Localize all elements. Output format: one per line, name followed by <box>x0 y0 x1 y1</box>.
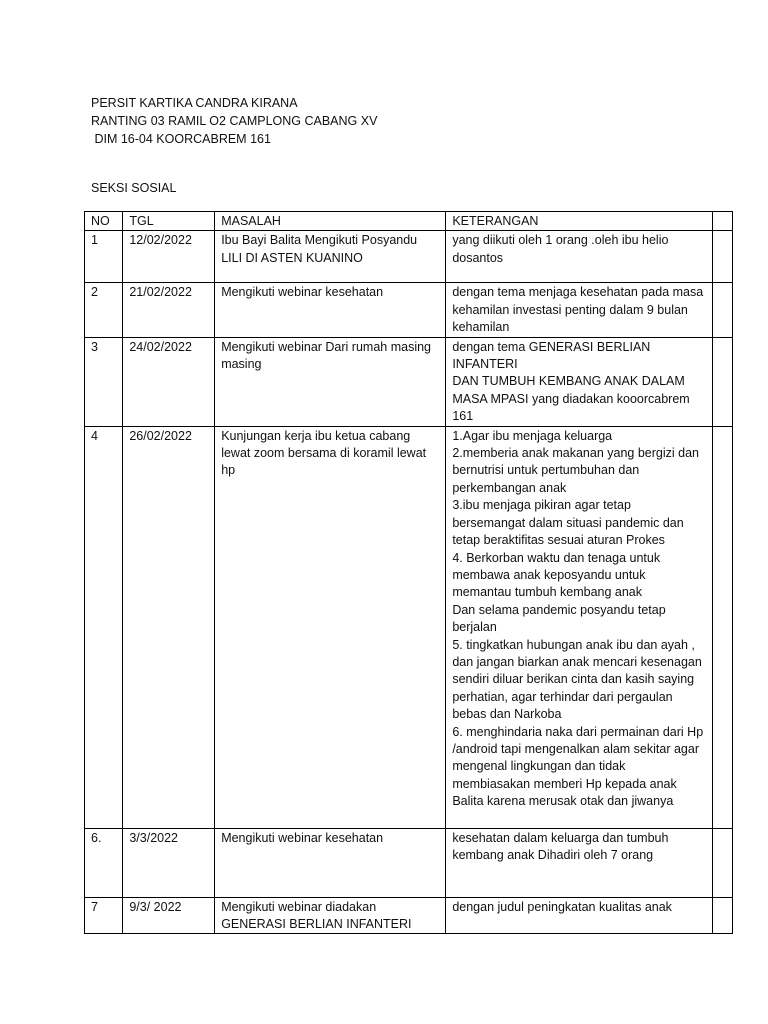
column-header-no: NO <box>85 212 123 231</box>
cell-masalah: Mengikuti webinar diadakan GENERASI BERLIAN INFANTERI <box>215 897 446 934</box>
cell-no: 1 <box>85 231 123 283</box>
cell-keterangan: kesehatan dalam keluarga dan tumbuh kembang anak Dihadiri oleh 7 orang <box>446 828 712 897</box>
table-header-row <box>85 212 733 231</box>
cell-tgl: 9/3/ 2022 <box>123 897 215 934</box>
column-header-masalah: MASALAH <box>215 212 446 231</box>
cell-masalah: Mengikuti webinar Dari rumah masing masing <box>215 337 446 426</box>
column-header-empty <box>712 212 732 231</box>
table-row <box>85 426 733 828</box>
column-header-keterangan: KETERANGAN <box>446 212 712 231</box>
cell-empty <box>712 231 732 283</box>
table-row <box>85 897 733 934</box>
cell-masalah: Ibu Bayi Balita Mengikuti Posyandu LILI DI ASTEN KUANINO <box>215 231 446 283</box>
document-header <box>91 94 377 148</box>
cell-masalah: Kunjungan kerja ibu ketua cabang lewat zoom bersama di koramil lewat hp <box>215 426 446 828</box>
cell-no: 3 <box>85 337 123 426</box>
cell-empty <box>712 426 732 828</box>
header-line-district: DIM 16-04 KOORCABREM 161 <box>91 132 271 146</box>
header-line-branch: RANTING 03 RAMIL O2 CAMPLONG CABANG XV <box>91 114 378 128</box>
table-row <box>85 828 733 897</box>
activity-table <box>84 211 733 934</box>
cell-masalah: Mengikuti webinar kesehatan <box>215 828 446 897</box>
cell-no: 6. <box>85 828 123 897</box>
cell-tgl: 21/02/2022 <box>123 283 215 337</box>
cell-no: 2 <box>85 283 123 337</box>
cell-no: 7 <box>85 897 123 934</box>
header-line-organization: PERSIT KARTIKA CANDRA KIRANA <box>91 96 298 110</box>
cell-no: 4 <box>85 426 123 828</box>
cell-keterangan: dengan tema menjaga kesehatan pada masa kehamilan investasi penting dalam 9 bulan kehamilan <box>446 283 712 337</box>
cell-tgl: 3/3/2022 <box>123 828 215 897</box>
cell-tgl: 26/02/2022 <box>123 426 215 828</box>
table-row <box>85 337 733 426</box>
cell-tgl: 12/02/2022 <box>123 231 215 283</box>
cell-keterangan: dengan tema GENERASI BERLIAN INFANTERI DAN TUMBUH KEMBANG ANAK DALAM MASA MPASI yang diadakan kooorcabrem 161 <box>446 337 712 426</box>
table-row <box>85 231 733 283</box>
table-row <box>85 283 733 337</box>
cell-keterangan: yang diikuti oleh 1 orang .oleh ibu helio dosantos <box>446 231 712 283</box>
cell-empty <box>712 897 732 934</box>
cell-keterangan: dengan judul peningkatan kualitas anak <box>446 897 712 934</box>
cell-empty <box>712 337 732 426</box>
cell-empty <box>712 828 732 897</box>
cell-tgl: 24/02/2022 <box>123 337 215 426</box>
cell-masalah: Mengikuti webinar kesehatan <box>215 283 446 337</box>
cell-empty <box>712 283 732 337</box>
cell-keterangan: 1.Agar ibu menjaga keluarga 2.memberia anak makanan yang bergizi dan bernutrisi untuk pertumbuhan dan perkembangan anak 3.ibu menjaga pikiran agar tetap bersemangat dalam situasi pandemic dan tetap beraktifitas sesuai aturan Prokes 4. Berkorban waktu dan tenaga untuk membawa anak keposyandu untuk memantau tumbuh kembang anak Dan selama pandemic posyandu tetap berjalan 5. tingkatkan hubungan anak ibu dan ayah , dan jangan biarkan anak mencari kesenagan sendiri diluar berikan cinta dan kasih saying perhatian, agar terhindar dari pergaulan bebas dan Narkoba 6. menghindaria naka dari permainan dari Hp /android tapi mengenalkan alam sekitar agar mengenal lingkungan dan tidak membiasakan memberi Hp kepada anak Balita karena merusak otak dan jiwanya <box>446 426 712 828</box>
section-title: SEKSI SOSIAL <box>91 181 177 195</box>
column-header-tgl: TGL <box>123 212 215 231</box>
